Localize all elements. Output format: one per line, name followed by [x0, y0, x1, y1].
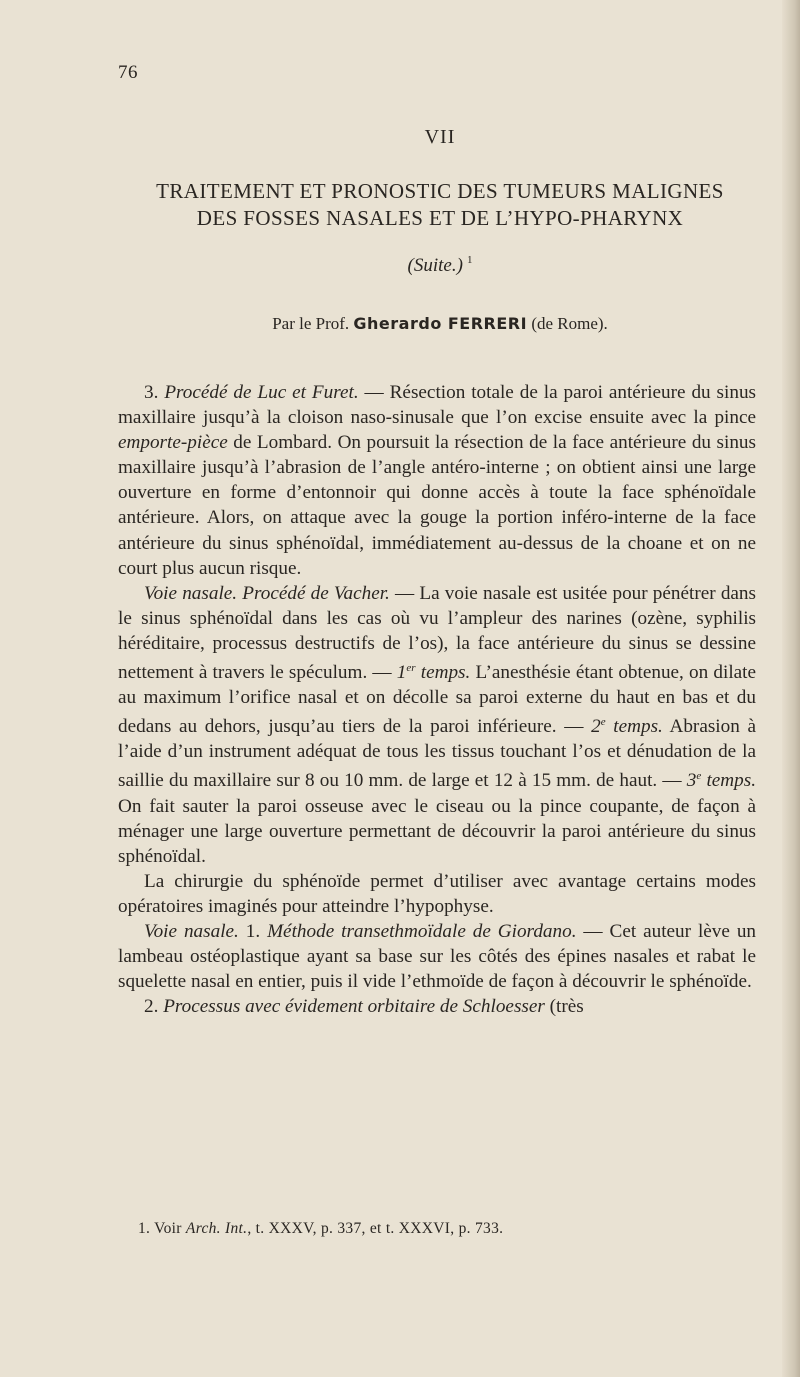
item-number: 1. [238, 920, 268, 942]
paragraph-text: de Lombard. On poursuit la résection de la face antérieure du sinus maxillaire jusqu’à l’abrasion de l’angle antéro-interne ; on obtient ainsi une large ouverture en forme d’entonnoir qui donne accès à toute la face sphénoïdale antérieure. Alors, on attaque avec la gouge la portion inféro-interne de la face antérieure du sinus sphénoïdal, immédiatement au-dessus de la choane et on ne court plus aucun risque. [118, 432, 756, 579]
paragraph-giordano [118, 919, 756, 994]
paragraph-text: Abrasion à l’aide d’un instrument adéquat de tous les tissus touchant l’os et dénudation de la saillie du maxillaire sur 8 ou 10 mm. de large et 12 à 15 mm. de haut. — [118, 716, 757, 792]
suite-label [0, 254, 800, 277]
item-number: 3. [144, 382, 159, 403]
footnote-text: , t. XXXV, p. 337, et t. XXXVI, p. 733. [247, 1220, 504, 1237]
article-title [0, 178, 800, 232]
footnote [138, 1220, 758, 1238]
paragraph-sphenoid-surgery: La chirurgie du sphénoïde permet d’utiliser avec avantage certains modes opératoires imaginés pour atteindre l’hypophyse. [118, 870, 756, 917]
author-prefix: Par le Prof. [272, 314, 350, 333]
procedure-title: Voie nasale. Procédé de Vacher. [144, 582, 390, 604]
step-3-label: 3e temps. [686, 770, 757, 792]
step-1-label: 1er temps. [396, 662, 471, 684]
suite-text: (Suite.) [407, 255, 463, 276]
author-name: Gherardo FERRERI [353, 314, 528, 333]
paragraph-text: — Résection totale de la paroi antérieure du sinus maxillaire jusqu’à la cloison naso-sinusale que l’on excise ensuite avec la pince [118, 382, 757, 429]
author-affiliation: (de Rome). [531, 314, 608, 333]
page-number: 76 [118, 62, 138, 83]
procedure-title: Processus avec évidement orbitaire de Schloesser [163, 996, 545, 1018]
procedure-title: Procédé de Luc et Furet. [164, 382, 359, 403]
paragraph-text: On fait sauter la paroi osseuse avec le ciseau ou la pince coupante, de façon à ménager une large ouverture permettant de découvrir la paroi antérieure du sinus sphénoïdal. [118, 795, 756, 867]
author-line [0, 314, 800, 334]
procedure-title: Voie nasale. [144, 920, 239, 942]
title-line-1: TRAITEMENT ET PRONOSTIC DES TUMEURS MALIGNES [156, 179, 724, 203]
journal-name: Arch. Int. [185, 1220, 248, 1237]
chapter-number: VII [424, 126, 456, 148]
item-number: 2. [144, 996, 164, 1018]
paragraph-text: L’anesthésie étant obtenue, on dilate au maximum l’orifice nasal et on décolle sa paroi externe du haut en bas et du dedans au dehors, jusqu’au tiers de la paroi inférieure. — [118, 662, 757, 738]
title-line-2: DES FOSSES NASALES ET DE L’HYPO-PHARYNX [196, 206, 684, 230]
footnote-marker: 1 [466, 254, 473, 266]
step-2-label: 2e temps. [591, 716, 663, 738]
article-body [118, 380, 756, 1019]
paragraph-text: (très [544, 996, 584, 1018]
paragraph-text: — Cet auteur lève un lambeau ostéoplastique ayant sa base sur les côtés des épines nasales et rabat le squelette nasal en entier, puis il vide l’ethmoïde de façon à découvrir le sphénoïde. [118, 920, 757, 993]
paragraph-text: — La voie nasale est usitée pour pénétrer dans le sinus sphénoïdal dans les cas où vu l’ampleur des narines (ozène, syphilis héréditaire, processus destructifs de l’os), la face antérieure du sinus se dessine nettement à travers le spéculum. — [118, 582, 756, 684]
paragraph-vacher [118, 581, 756, 869]
footnote-prefix: 1. Voir [138, 1220, 186, 1237]
method-title: Méthode transethmoïdale de Giordano. [267, 920, 577, 942]
paragraph-schloesser [118, 994, 756, 1019]
italic-term: emporte-pièce [118, 432, 228, 454]
paragraph-luc-furet [118, 380, 756, 581]
